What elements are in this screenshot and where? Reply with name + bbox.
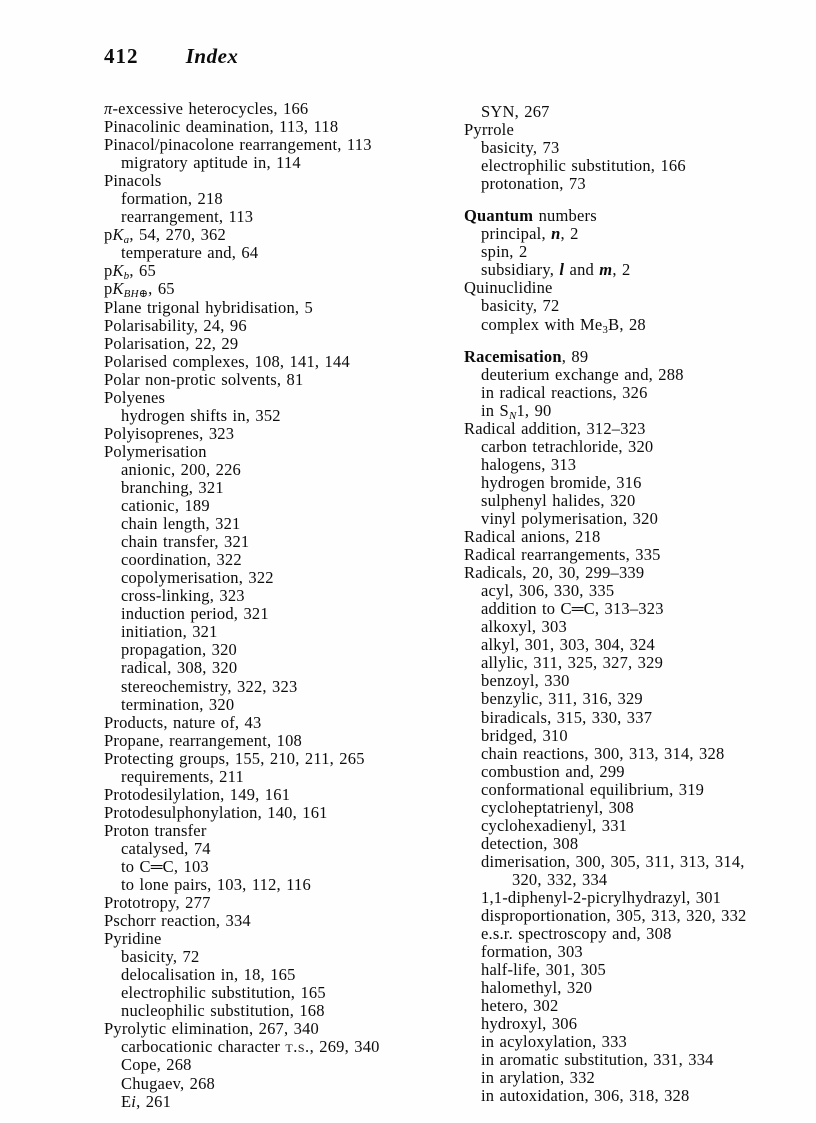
index-entry — [104, 1056, 380, 1074]
index-entry — [464, 654, 747, 672]
index-entry-text: a — [123, 234, 130, 247]
index-entry — [104, 1093, 380, 1111]
index-entry — [104, 407, 380, 425]
index-entry-text: Radical rearrangements, 335 — [464, 545, 661, 565]
index-entry — [104, 100, 380, 118]
index-entry — [464, 420, 747, 438]
index-entry-text: Radical addition, 312–323 — [464, 418, 646, 438]
index-entry — [104, 443, 380, 461]
index-entry-text: delocalisation in, 18, 165 — [121, 965, 296, 985]
index-entry — [464, 636, 747, 654]
index-entry — [464, 1069, 747, 1087]
index-entry — [464, 157, 747, 175]
index-entry-text: alkyl, 301, 303, 304, 324 — [481, 635, 655, 655]
index-entry-text: E — [121, 1091, 132, 1111]
index-entry — [104, 225, 380, 247]
index-entry — [464, 997, 747, 1015]
index-entry-text: Pschorr reaction, 334 — [104, 911, 251, 931]
index-entry-text: complex with Me — [481, 314, 603, 334]
index-entry — [464, 384, 747, 402]
index-entry — [104, 1075, 380, 1093]
index-entry-text: anionic, 200, 226 — [121, 459, 241, 479]
index-entry — [104, 299, 380, 317]
index-entry-text: Quinuclidine — [464, 278, 553, 298]
index-entry — [104, 714, 380, 732]
index-entry-text: deuterium exchange and, 288 — [481, 364, 684, 384]
index-entry-text: Propane, rearrangement, 108 — [104, 730, 302, 750]
index-entry-text: in arylation, 332 — [481, 1068, 596, 1088]
index-entry-text: Polar non-protic solvents, 81 — [104, 369, 304, 389]
index-entry-text: Polarisability, 24, 96 — [104, 315, 247, 335]
index-entry-text: alkoxyl, 303 — [481, 617, 567, 637]
index-entry-text: chain length, 321 — [121, 514, 241, 534]
index-entry — [104, 244, 380, 262]
index-entry-text: benzylic, 311, 316, 329 — [481, 689, 643, 709]
index-entry-text: vinyl polymerisation, 320 — [481, 508, 659, 528]
index-entry-text: catalysed, 74 — [121, 838, 211, 858]
index-entry — [104, 136, 380, 154]
index-entry — [464, 817, 747, 835]
index-entry — [464, 781, 747, 799]
index-entry-text: conformational equilibrium, 319 — [481, 779, 705, 799]
index-entry-text: rearrangement, 113 — [121, 207, 254, 227]
index-entry-text: initiation, 321 — [121, 622, 218, 642]
index-entry-text: π — [104, 99, 113, 118]
index-entry-text: hydrogen shifts in, 352 — [121, 405, 281, 425]
index-entry — [104, 641, 380, 659]
index-entry — [104, 279, 380, 301]
index-entry-text: Pinacol/pinacolone rearrangement, 113 — [104, 135, 372, 155]
index-entry-text: Protecting groups, 155, 210, 211, 265 — [104, 748, 365, 768]
index-entry-text: requirements, 211 — [121, 766, 244, 786]
index-entry — [464, 600, 747, 618]
index-entry — [464, 510, 747, 528]
index-entry-text: , 269, 340 — [309, 1037, 380, 1057]
index-entry-text: halomethyl, 320 — [481, 978, 593, 998]
index-entry-text: acyl, 306, 330, 335 — [481, 581, 615, 601]
index-entry-text: termination, 320 — [121, 694, 235, 714]
index-entry-text: half-life, 301, 305 — [481, 960, 606, 980]
index-entry — [104, 335, 380, 353]
index-entry-text: halogens, 313 — [481, 454, 577, 474]
index-entry — [464, 1015, 747, 1033]
index-entry-text: in aromatic substitution, 331, 334 — [481, 1050, 714, 1070]
index-entry-text: and — [564, 260, 600, 280]
index-entry-text: dimerisation, 300, 305, 311, 313, 314, — [481, 851, 745, 871]
index-entry-text: 1,1-diphenyl-2-picrylhydrazyl, 301 — [481, 887, 722, 907]
index-entry — [464, 564, 747, 582]
index-entry-text: Chugaev, 268 — [121, 1073, 215, 1093]
index-entry — [104, 732, 380, 750]
index-entry — [104, 966, 380, 984]
index-column-right — [464, 103, 747, 1106]
index-entry — [104, 930, 380, 948]
index-entry-text: Racemisation — [464, 346, 562, 366]
index-entry-text: p — [104, 225, 113, 245]
index-entry — [464, 745, 747, 763]
index-entry-text: carbocationic character — [121, 1037, 286, 1057]
index-entry — [104, 1002, 380, 1020]
index-entry — [464, 618, 747, 636]
index-entry-text: nucleophilic substitution, 168 — [121, 1001, 325, 1021]
page-header — [104, 44, 238, 69]
index-entry — [464, 979, 747, 997]
index-entry — [464, 799, 747, 817]
index-entry — [104, 912, 380, 930]
index-entry — [464, 366, 747, 384]
index-entry — [464, 297, 747, 315]
index-entry-text: , 261 — [136, 1091, 172, 1111]
index-title: Index — [185, 44, 239, 68]
index-entry-text: -excessive heterocycles, 166 — [112, 99, 309, 118]
index-entry — [464, 582, 747, 600]
index-entry — [104, 497, 380, 515]
index-entry — [104, 154, 380, 172]
index-entry — [104, 389, 380, 407]
index-column-left — [104, 100, 380, 1111]
index-entry — [104, 479, 380, 497]
index-entry — [104, 551, 380, 569]
index-entry — [464, 961, 747, 979]
index-entry-text: , 89 — [561, 346, 589, 366]
index-entry-text: basicity, 73 — [481, 138, 560, 158]
index-entry-text: , 2 — [612, 260, 631, 280]
index-entry-text: , 65 — [148, 279, 175, 299]
index-entry — [464, 690, 747, 708]
index-entry-text: Cope, 268 — [121, 1055, 192, 1075]
index-entry-text: to lone pairs, 103, 112, 116 — [121, 875, 311, 895]
index-entry — [104, 208, 380, 226]
index-entry-text: K — [112, 261, 124, 281]
index-entry-text: Prototropy, 277 — [104, 893, 211, 913]
index-entry — [464, 853, 747, 871]
index-entry-text: Pyrolytic elimination, 267, 340 — [104, 1019, 319, 1039]
index-entry-text: formation, 218 — [121, 189, 223, 209]
index-entry-text: SYN, 267 — [481, 102, 550, 121]
index-entry — [104, 425, 380, 443]
index-entry — [104, 822, 380, 840]
index-entry — [104, 353, 380, 371]
index-entry-text: principal, — [481, 224, 552, 244]
index-entry — [104, 623, 380, 641]
index-entry-text: Proton transfer — [104, 820, 207, 840]
index-entry — [464, 207, 747, 225]
index-entry — [104, 768, 380, 786]
index-entry — [464, 121, 747, 139]
index-entry-text: 3 — [602, 323, 609, 336]
index-entry-text: detection, 308 — [481, 833, 579, 853]
index-entry — [464, 492, 747, 510]
index-entry — [104, 569, 380, 587]
index-entry-text: n — [551, 224, 561, 244]
index-entry-text: Radical anions, 218 — [464, 527, 601, 547]
index-entry-text: Polarised complexes, 108, 141, 144 — [104, 351, 350, 371]
index-entry — [104, 696, 380, 714]
index-entry-text: Plane trigonal hybridisation, 5 — [104, 297, 314, 317]
index-entry-text: formation, 303 — [481, 942, 583, 962]
index-entry — [104, 750, 380, 768]
index-entry-text: hydroxyl, 306 — [481, 1014, 578, 1034]
index-entry-text: Products, nature of, 43 — [104, 712, 262, 732]
index-entry-text: carbon tetrachloride, 320 — [481, 436, 654, 456]
index-entry-text: protonation, 73 — [481, 174, 586, 194]
index-entry-text: e.s.r. spectroscopy and, 308 — [481, 924, 672, 944]
index-entry-text: cationic, 189 — [121, 496, 210, 516]
index-entry — [464, 402, 747, 420]
index-entry-text: p — [104, 261, 113, 281]
index-entry-text: basicity, 72 — [481, 296, 560, 316]
index-entry-text: chain transfer, 321 — [121, 532, 250, 552]
index-entry — [464, 1033, 747, 1051]
index-entry — [104, 605, 380, 623]
index-entry-text: Quantum — [464, 206, 534, 226]
index-entry — [464, 925, 747, 943]
index-entry-text: bridged, 310 — [481, 725, 568, 745]
index-entry — [104, 786, 380, 804]
index-entry-text: in S — [481, 400, 509, 420]
index-entry — [104, 371, 380, 389]
index-entry — [104, 587, 380, 605]
index-entry — [464, 763, 747, 781]
index-entry — [104, 840, 380, 858]
index-entry-text: in acyloxylation, 333 — [481, 1032, 627, 1052]
index-entry — [464, 546, 747, 564]
index-entry — [464, 1051, 747, 1069]
index-entry — [464, 225, 747, 243]
index-entry — [464, 871, 747, 889]
index-entry-text: m — [599, 260, 613, 280]
index-entry-text: to C═C, 103 — [121, 856, 209, 876]
index-entry — [464, 261, 747, 279]
index-entry-text: ⊕ — [138, 288, 149, 301]
index-entry-text: Pyrrole — [464, 120, 514, 140]
index-entry — [104, 894, 380, 912]
index-entry-text: disproportionation, 305, 313, 320, 332 — [481, 906, 747, 926]
index-entry — [464, 139, 747, 157]
index-entry-text: benzoyl, 330 — [481, 671, 570, 691]
index-entry — [104, 858, 380, 876]
index-entry-text: addition to C═C, 313–323 — [481, 599, 664, 619]
index-entry-text: subsidiary, — [481, 260, 560, 280]
index-entry-text: 1, 90 — [516, 400, 552, 420]
index-entry — [464, 727, 747, 745]
index-entry-text: copolymerisation, 322 — [121, 568, 274, 588]
index-entry-text: i — [131, 1091, 137, 1111]
index-entry — [104, 659, 380, 677]
index-entry — [104, 804, 380, 822]
index-entry — [104, 984, 380, 1002]
index-entry-text: cross-linking, 323 — [121, 586, 245, 606]
index-entry-text: allylic, 311, 325, 327, 329 — [481, 653, 664, 673]
index-entry-text: coordination, 322 — [121, 550, 242, 570]
index-entry-text: sulphenyl halides, 320 — [481, 490, 636, 510]
index-entry — [104, 190, 380, 208]
page-number: 412 — [104, 44, 139, 68]
index-entry-text: electrophilic substitution, 165 — [121, 983, 326, 1003]
index-entry-text: cyclohexadienyl, 331 — [481, 815, 628, 835]
index-entry-text: 320, 332, 334 — [512, 869, 608, 889]
index-entry-text: Pyridine — [104, 929, 162, 949]
index-entry-text: hetero, 302 — [481, 996, 559, 1016]
index-entry-text: temperature and, 64 — [121, 243, 259, 263]
index-entry-text: , 2 — [560, 224, 579, 244]
index-entry-text: radical, 308, 320 — [121, 658, 238, 678]
index-entry — [104, 172, 380, 190]
index-entry — [464, 528, 747, 546]
index-entry — [464, 709, 747, 727]
index-entry-text: in autoxidation, 306, 318, 328 — [481, 1086, 690, 1106]
index-entry-text: in radical reactions, 326 — [481, 382, 648, 402]
index-entry — [464, 103, 747, 121]
index-entry — [104, 1020, 380, 1038]
index-entry — [104, 533, 380, 551]
index-entry-text: N — [508, 409, 517, 422]
index-entry-text: cycloheptatrienyl, 308 — [481, 797, 634, 817]
index-entry — [464, 943, 747, 961]
index-entry-text: electrophilic substitution, 166 — [481, 156, 686, 176]
index-entry-text: Polyisoprenes, 323 — [104, 423, 235, 443]
index-entry — [104, 118, 380, 136]
index-entry-text: t.s. — [285, 1037, 310, 1057]
index-entry-text: BH — [123, 288, 139, 301]
column-gap — [464, 193, 747, 207]
index-entry — [104, 678, 380, 696]
index-entry — [464, 474, 747, 492]
index-entry-text: biradicals, 315, 330, 337 — [481, 707, 653, 727]
index-entry-text: l — [559, 260, 565, 280]
index-entry — [104, 515, 380, 533]
index-entry-text: Polarisation, 22, 29 — [104, 333, 239, 353]
index-entry — [464, 456, 747, 474]
index-entry-text: branching, 321 — [121, 477, 224, 497]
index-entry-text: B, 28 — [608, 314, 646, 334]
index-entry — [104, 1038, 380, 1056]
index-entry — [464, 175, 747, 193]
index-entry-text: Polyenes — [104, 387, 166, 407]
index-entry-text: Polymerisation — [104, 441, 207, 461]
index-entry-text: K — [112, 225, 124, 245]
index-entry-text: induction period, 321 — [121, 604, 269, 624]
index-entry — [464, 1087, 747, 1105]
index-entry-text: , 65 — [129, 261, 156, 281]
index-entry-text: Protodesilylation, 149, 161 — [104, 784, 291, 804]
index-entry — [104, 876, 380, 894]
index-entry — [464, 907, 747, 925]
index-entry-text: K — [112, 279, 124, 299]
index-entry — [464, 279, 747, 297]
index-entry-text: migratory aptitude in, 114 — [121, 153, 301, 173]
index-entry-text: Protodesulphonylation, 140, 161 — [104, 802, 328, 822]
index-entry-text: propagation, 320 — [121, 640, 238, 660]
index-entry-text: p — [104, 279, 113, 299]
index-entry-text: combustion and, 299 — [481, 761, 625, 781]
index-entry — [464, 835, 747, 853]
index-entry — [464, 348, 747, 366]
index-entry — [464, 316, 747, 334]
index-entry-text: , 54, 270, 362 — [129, 225, 226, 245]
index-entry — [104, 948, 380, 966]
index-entry — [464, 243, 747, 261]
index-entry — [464, 672, 747, 690]
index-entry — [464, 889, 747, 907]
index-entry-text: Pinacolinic deamination, 113, 118 — [104, 117, 339, 137]
index-entry — [104, 317, 380, 335]
index-entry-text: hydrogen bromide, 316 — [481, 472, 642, 492]
index-entry-text: basicity, 72 — [121, 947, 200, 967]
index-entry-text: numbers — [533, 206, 597, 226]
index-entry-text: chain reactions, 300, 313, 314, 328 — [481, 743, 725, 763]
index-entry — [104, 261, 380, 283]
index-entry-text: stereochemistry, 322, 323 — [121, 676, 298, 696]
index-entry — [464, 438, 747, 456]
index-entry-text: spin, 2 — [481, 242, 528, 262]
index-entry-text: Pinacols — [104, 171, 162, 191]
index-entry-text: b — [123, 270, 130, 283]
index-entry-text: Radicals, 20, 30, 299–339 — [464, 563, 645, 583]
index-entry — [104, 461, 380, 479]
